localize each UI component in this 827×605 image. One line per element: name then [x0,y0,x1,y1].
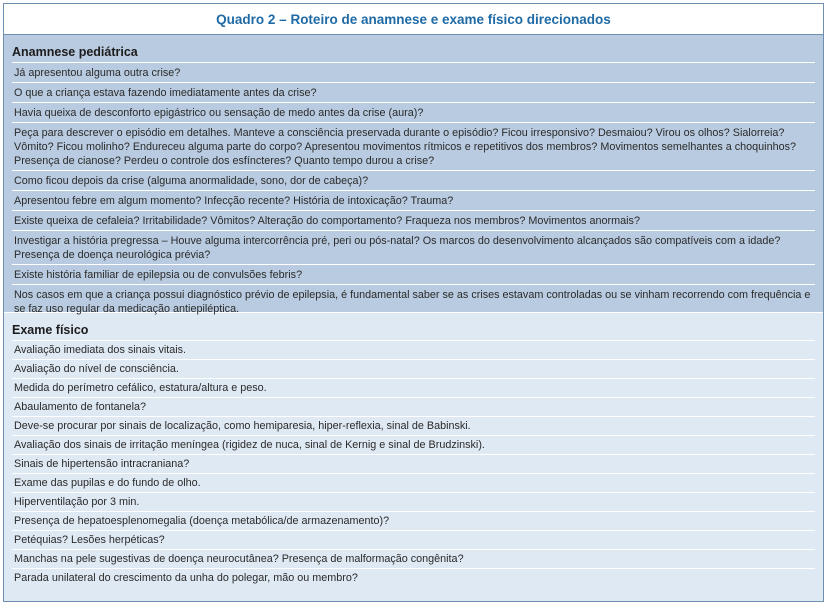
list-item: Avaliação dos sinais de irritação meníngea (rigidez de nuca, sinal de Kernig e sinal de Brudzinski). [12,435,815,454]
table-caption: Quadro 2 – Roteiro de anamnese e exame físico direcionados [4,4,823,35]
list-item: Exame das pupilas e do fundo de olho. [12,473,815,492]
list-item: Hiperventilação por 3 min. [12,492,815,511]
list-item: Já apresentou alguma outra crise? [12,62,815,82]
list-item: Sinais de hipertensão intracraniana? [12,454,815,473]
table-frame [3,3,824,602]
list-item: Manchas na pele sugestivas de doença neurocutânea? Presença de malformação congênita? [12,549,815,568]
list-item: Apresentou febre em algum momento? Infecção recente? História de intoxicação? Trauma? [12,190,815,210]
list-item: Peça para descrever o episódio em detalhes. Manteve a consciência preservada durante o episódio? Ficou irresponsivo? Desmaiou? Virou os olhos? Sialorreia? Vômito? Ficou molinho? Endureceu alguma parte do corpo? Apresentou movimentos rítmicos e repetitivos dos membros? Movimentos semelhantes a choquinhos? Presença de cianose? Perdeu o controle dos esfíncteres? Quanto tempo durou a crise? [12,122,815,170]
section-exame-fisico [4,313,823,602]
list-item: Medida do perímetro cefálico, estatura/altura e peso. [12,378,815,397]
list-item: Petéquias? Lesões herpéticas? [12,530,815,549]
list-item: Parada unilateral do crescimento da unha do polegar, mão ou membro? [12,568,815,587]
list-item: Deve-se procurar por sinais de localização, como hemiparesia, hiper-reflexia, sinal de Babinski. [12,416,815,435]
list-item: Investigar a história pregressa – Houve alguma intercorrência pré, peri ou pós-natal? Os marcos do desenvolvimento alcançados são compatíveis com a idade? Presença de doença neurológica prévia? [12,230,815,264]
list-item: Havia queixa de desconforto epigástrico ou sensação de medo antes da crise (aura)? [12,102,815,122]
list-item: Existe história familiar de epilepsia ou de convulsões febris? [12,264,815,284]
list-item: Existe queixa de cefaleia? Irritabilidade? Vômitos? Alteração do comportamento? Fraqueza nos membros? Movimentos anormais? [12,210,815,230]
list-item: Presença de hepatoesplenomegalia (doença metabólica/de armazenamento)? [12,511,815,530]
list-item: Avaliação do nível de consciência. [12,359,815,378]
list-item: Abaulamento de fontanela? [12,397,815,416]
section-title: Exame físico [12,323,89,337]
list-item: Nos casos em que a criança possui diagnóstico prévio de epilepsia, é fundamental saber se as crises estavam controladas ou se vinham recorrendo com frequência e se faz uso regular da medicação antiepiléptica. [12,284,815,318]
section-title: Anamnese pediátrica [12,45,138,59]
section-anamnese [4,35,823,313]
list-item: Como ficou depois da crise (alguma anormalidade, sono, dor de cabeça)? [12,170,815,190]
list-item: Avaliação imediata dos sinais vitais. [12,340,815,359]
list-item: O que a criança estava fazendo imediatamente antes da crise? [12,82,815,102]
